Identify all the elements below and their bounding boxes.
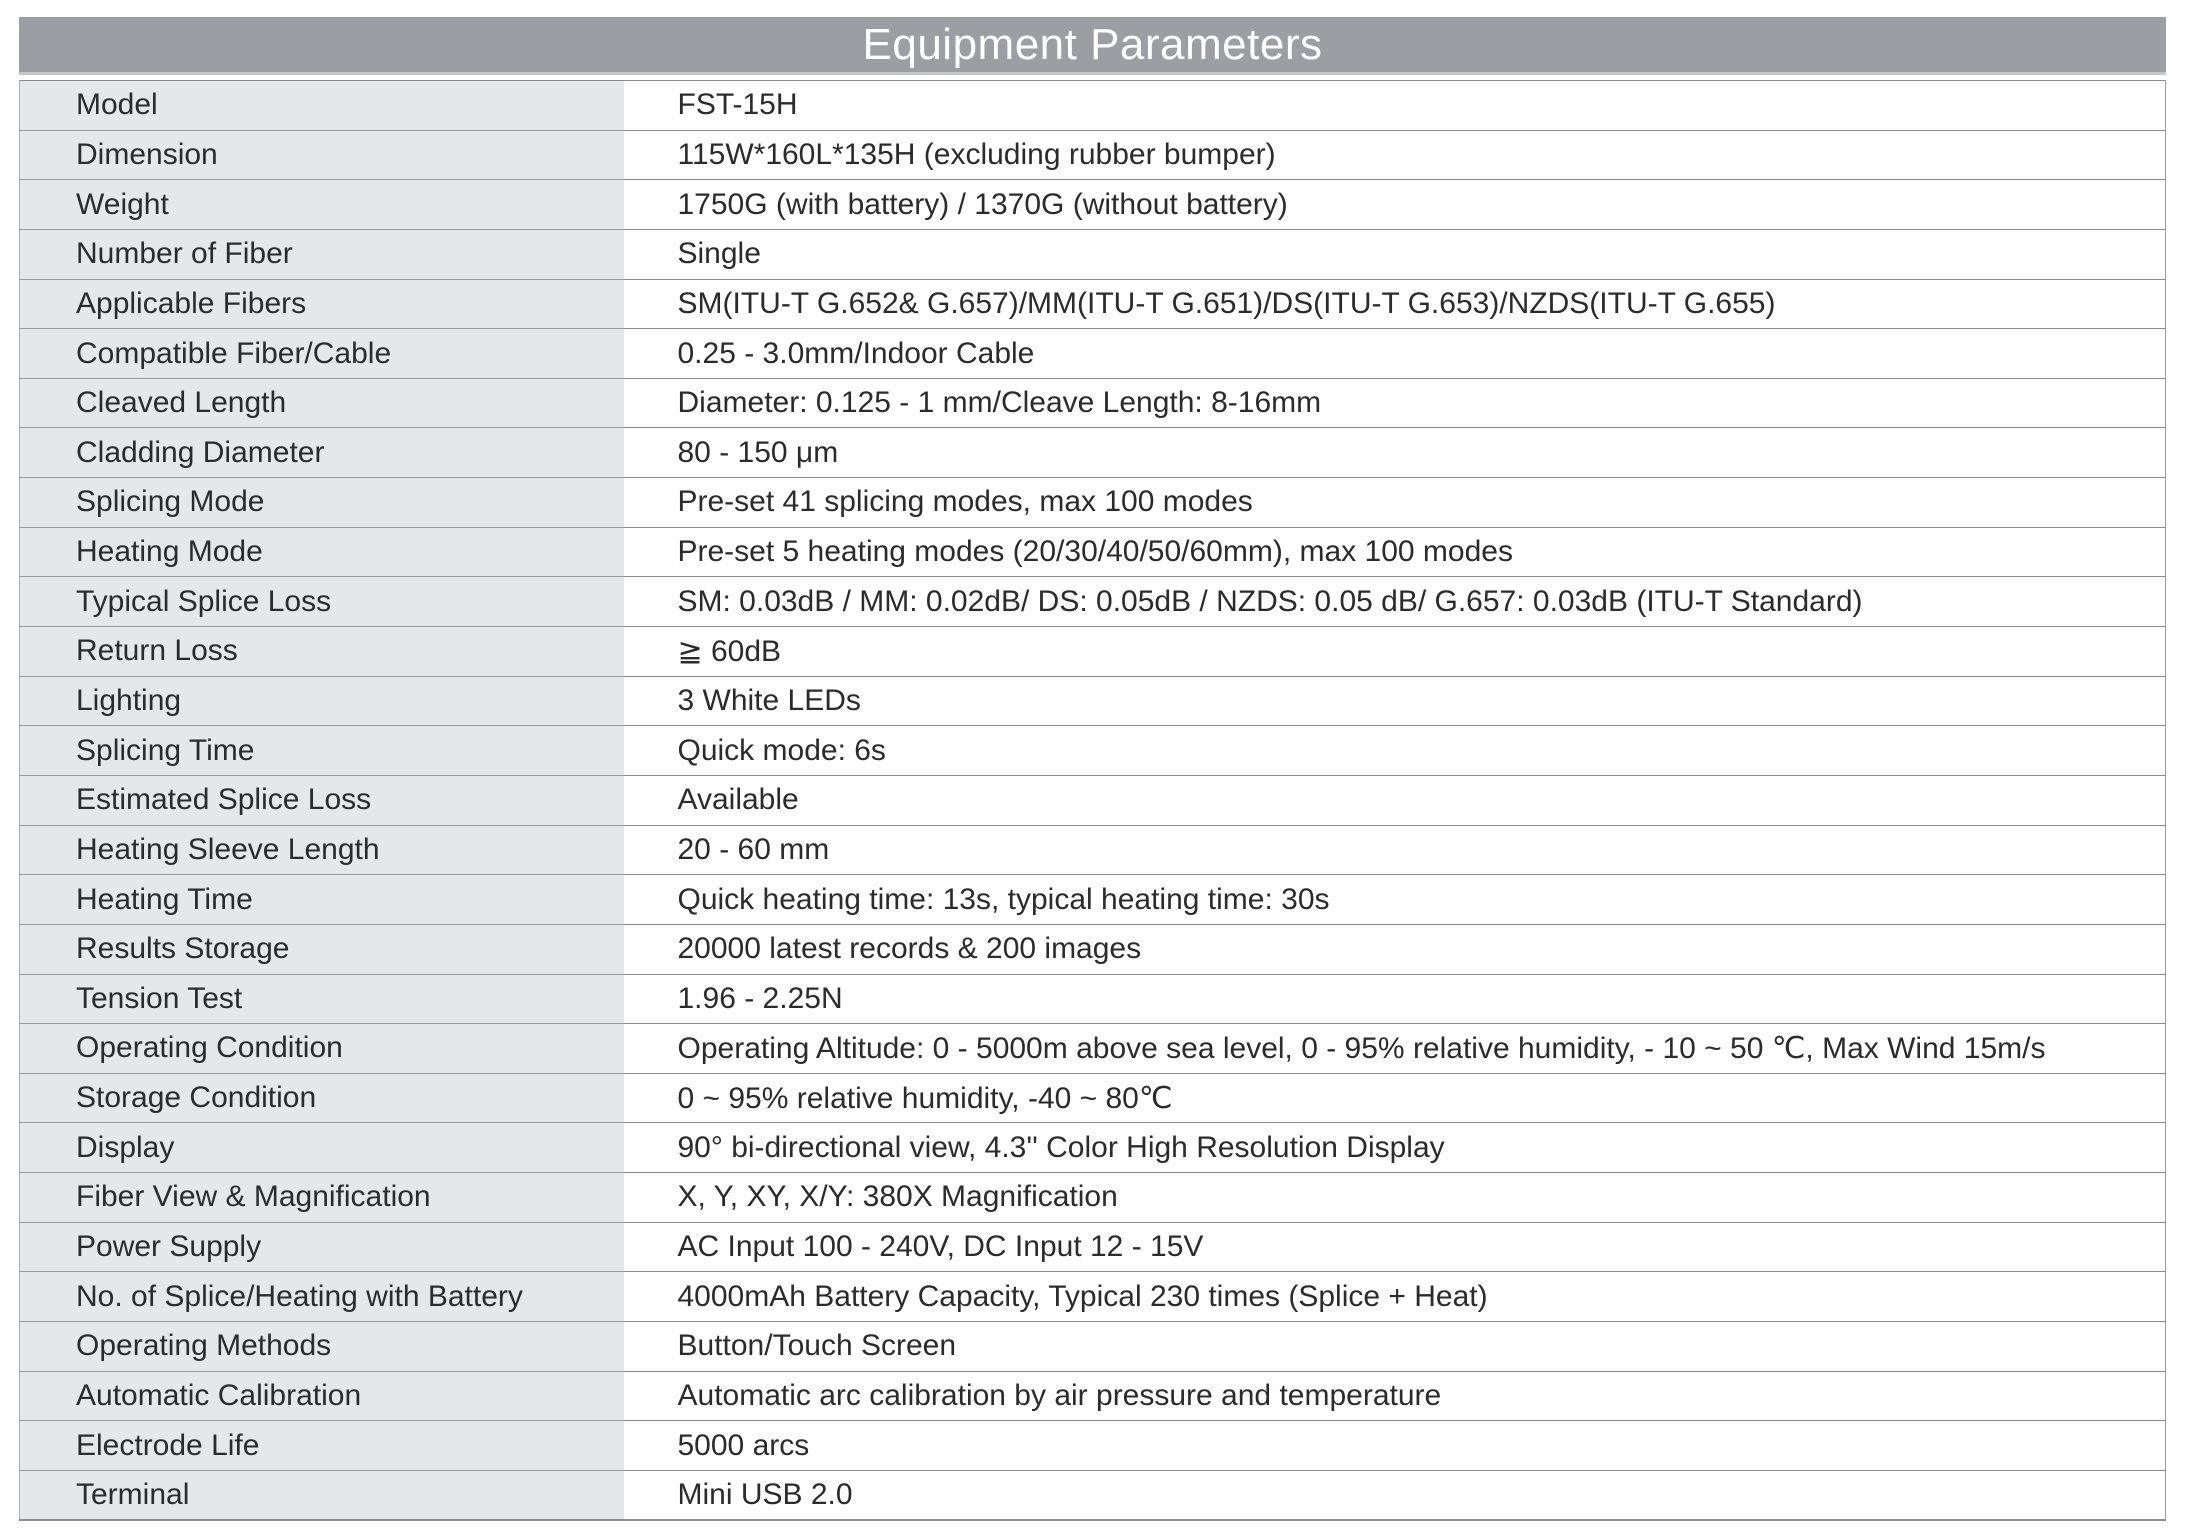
parameter-label: Compatible Fiber/Cable bbox=[20, 329, 624, 379]
parameter-value: Single bbox=[624, 229, 2166, 279]
parameter-label: Operating Methods bbox=[20, 1322, 624, 1372]
parameter-value: 1750G (with battery) / 1370G (without battery) bbox=[624, 180, 2166, 230]
table-row bbox=[20, 1272, 2166, 1322]
table-row bbox=[20, 279, 2166, 329]
table-row bbox=[20, 1322, 2166, 1372]
table-row bbox=[20, 924, 2166, 974]
parameter-value: 20000 latest records & 200 images bbox=[624, 924, 2166, 974]
table-row bbox=[20, 1371, 2166, 1421]
parameter-value: Pre-set 41 splicing modes, max 100 modes bbox=[624, 478, 2166, 528]
parameter-value: Quick heating time: 13s, typical heating time: 30s bbox=[624, 875, 2166, 925]
parameter-value: Quick mode: 6s bbox=[624, 726, 2166, 776]
table-row bbox=[20, 130, 2166, 180]
parameter-value: 3 White LEDs bbox=[624, 676, 2166, 726]
parameter-value: Mini USB 2.0 bbox=[624, 1470, 2166, 1520]
parameter-value: X, Y, XY, X/Y: 380X Magnification bbox=[624, 1173, 2166, 1223]
parameter-label: Storage Condition bbox=[20, 1073, 624, 1123]
parameter-label: Cleaved Length bbox=[20, 378, 624, 428]
table-row bbox=[20, 478, 2166, 528]
parameter-label: Cladding Diameter bbox=[20, 428, 624, 478]
parameters-sheet bbox=[19, 17, 2166, 1521]
parameter-label: Splicing Time bbox=[20, 726, 624, 776]
table-row bbox=[20, 676, 2166, 726]
table-row bbox=[20, 1024, 2166, 1074]
table-row bbox=[20, 1073, 2166, 1123]
parameter-value: Automatic arc calibration by air pressure and temperature bbox=[624, 1371, 2166, 1421]
table-row bbox=[20, 627, 2166, 677]
parameter-value: ≧ 60dB bbox=[624, 627, 2166, 677]
table-row bbox=[20, 1421, 2166, 1471]
parameters-table bbox=[19, 80, 2166, 1521]
parameter-label: Automatic Calibration bbox=[20, 1371, 624, 1421]
parameter-label: Splicing Mode bbox=[20, 478, 624, 528]
table-row bbox=[20, 378, 2166, 428]
table-row bbox=[20, 825, 2166, 875]
parameter-label: Display bbox=[20, 1123, 624, 1173]
table-row bbox=[20, 1222, 2166, 1272]
parameter-label: No. of Splice/Heating with Battery bbox=[20, 1272, 624, 1322]
parameter-value: SM: 0.03dB / MM: 0.02dB/ DS: 0.05dB / NZDS: 0.05 dB/ G.657: 0.03dB (ITU-T Standard) bbox=[624, 577, 2166, 627]
parameter-label: Results Storage bbox=[20, 924, 624, 974]
table-row bbox=[20, 180, 2166, 230]
table-row bbox=[20, 974, 2166, 1024]
parameter-label: Heating Sleeve Length bbox=[20, 825, 624, 875]
parameter-label: Terminal bbox=[20, 1470, 624, 1520]
table-row bbox=[20, 1123, 2166, 1173]
table-row bbox=[20, 1470, 2166, 1520]
parameter-value: 90° bi-directional view, 4.3'' Color High Resolution Display bbox=[624, 1123, 2166, 1173]
parameter-value: 80 - 150 μm bbox=[624, 428, 2166, 478]
parameter-value: 4000mAh Battery Capacity, Typical 230 times (Splice + Heat) bbox=[624, 1272, 2166, 1322]
parameter-label: Heating Time bbox=[20, 875, 624, 925]
parameter-label: Fiber View & Magnification bbox=[20, 1173, 624, 1223]
table-row bbox=[20, 81, 2166, 131]
parameter-label: Heating Mode bbox=[20, 527, 624, 577]
parameter-label: Weight bbox=[20, 180, 624, 230]
parameter-label: Estimated Splice Loss bbox=[20, 775, 624, 825]
table-row bbox=[20, 329, 2166, 379]
parameter-label: Power Supply bbox=[20, 1222, 624, 1272]
table-title: Equipment Parameters bbox=[19, 17, 2166, 75]
parameter-value: Pre-set 5 heating modes (20/30/40/50/60mm), max 100 modes bbox=[624, 527, 2166, 577]
parameter-value: Available bbox=[624, 775, 2166, 825]
table-row bbox=[20, 1173, 2166, 1223]
table-row bbox=[20, 726, 2166, 776]
parameter-label: Applicable Fibers bbox=[20, 279, 624, 329]
parameter-value: 5000 arcs bbox=[624, 1421, 2166, 1471]
table-row bbox=[20, 428, 2166, 478]
table-row bbox=[20, 527, 2166, 577]
parameter-value: FST-15H bbox=[624, 81, 2166, 131]
parameters-table-body bbox=[20, 81, 2166, 1521]
parameter-value: AC Input 100 - 240V, DC Input 12 - 15V bbox=[624, 1222, 2166, 1272]
parameter-value: 1.96 - 2.25N bbox=[624, 974, 2166, 1024]
table-row bbox=[20, 229, 2166, 279]
parameter-value: Button/Touch Screen bbox=[624, 1322, 2166, 1372]
parameter-label: Model bbox=[20, 81, 624, 131]
parameter-label: Return Loss bbox=[20, 627, 624, 677]
table-row bbox=[20, 875, 2166, 925]
parameter-label: Operating Condition bbox=[20, 1024, 624, 1074]
parameter-label: Electrode Life bbox=[20, 1421, 624, 1471]
parameter-value: 115W*160L*135H (excluding rubber bumper) bbox=[624, 130, 2166, 180]
parameter-label: Lighting bbox=[20, 676, 624, 726]
parameter-label: Tension Test bbox=[20, 974, 624, 1024]
parameter-value: 0 ~ 95% relative humidity, -40 ~ 80℃ bbox=[624, 1073, 2166, 1123]
parameter-label: Typical Splice Loss bbox=[20, 577, 624, 627]
table-row bbox=[20, 775, 2166, 825]
table-row bbox=[20, 577, 2166, 627]
parameter-value: SM(ITU-T G.652& G.657)/MM(ITU-T G.651)/DS(ITU-T G.653)/NZDS(ITU-T G.655) bbox=[624, 279, 2166, 329]
parameter-value: 20 - 60 mm bbox=[624, 825, 2166, 875]
parameter-value: Operating Altitude: 0 - 5000m above sea level, 0 - 95% relative humidity, - 10 ~ 50 ℃, Max Wind 15m/s bbox=[624, 1024, 2166, 1074]
parameter-value: Diameter: 0.125 - 1 mm/Cleave Length: 8-16mm bbox=[624, 378, 2166, 428]
parameter-label: Dimension bbox=[20, 130, 624, 180]
parameter-value: 0.25 - 3.0mm/Indoor Cable bbox=[624, 329, 2166, 379]
parameter-label: Number of Fiber bbox=[20, 229, 624, 279]
